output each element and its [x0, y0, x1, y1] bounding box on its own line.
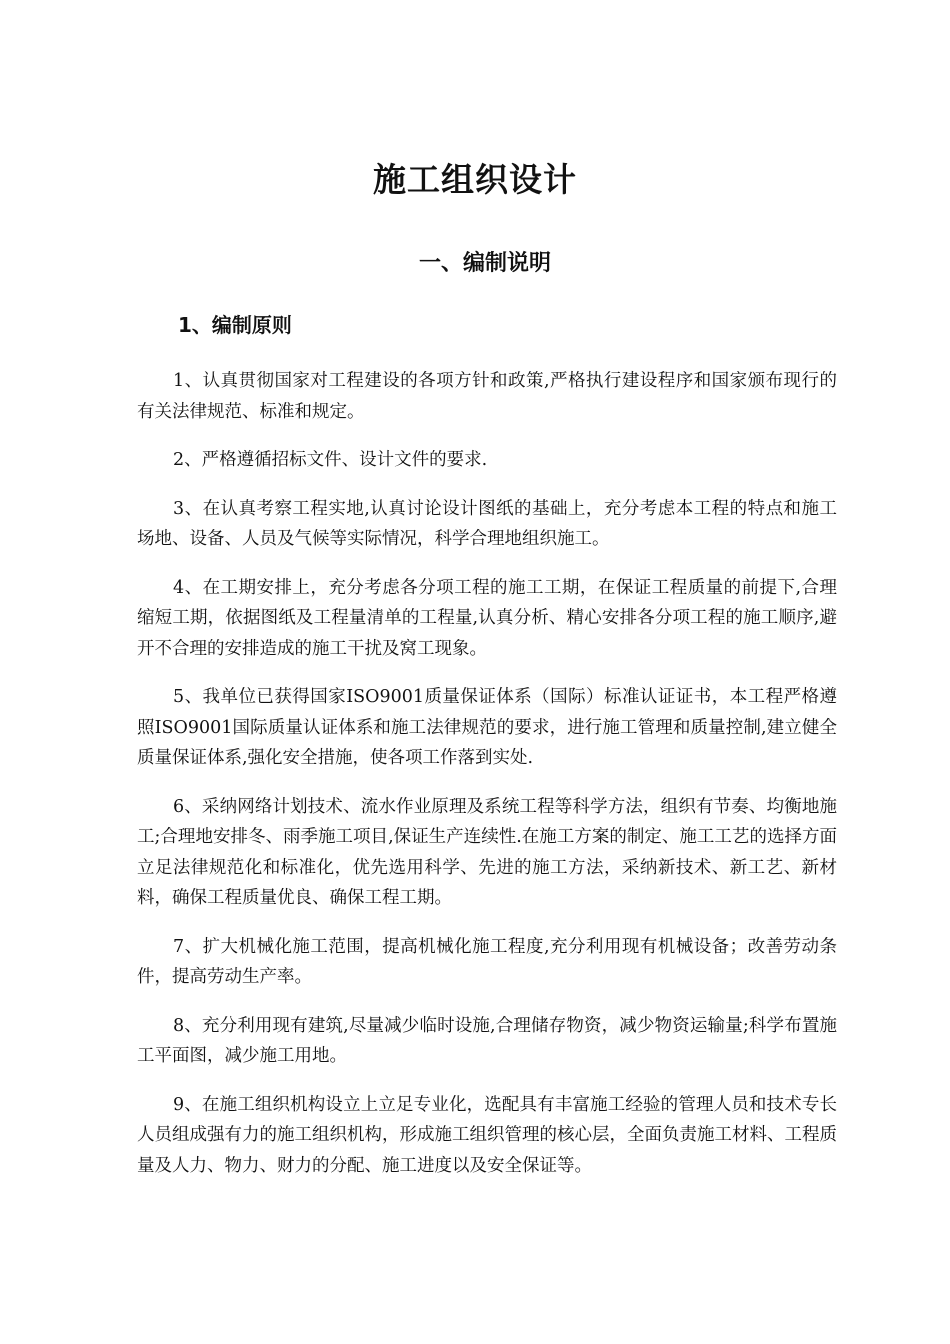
- paragraph-6: 6、采纳网络计划技术、流水作业原理及系统工程等科学方法，组织有节奏、均衡地施工;合理地安排冬、雨季施工项目,保证生产连续性.在施工方案的制定、施工工艺的选择方面立足法律规范化和标准化，优先选用科学、先进的施工方法，采纳新技术、新工艺、新材料，确保工程质量优良、确保工程工期。: [137, 796, 837, 908]
- subsection-heading: 1、编制原则: [178, 313, 292, 337]
- paragraph-9: 9、在施工组织机构设立上立足专业化，选配具有丰富施工经验的管理人员和技术专长人员组成强有力的施工组织机构，形成施工组织管理的核心层，全面负责施工材料、工程质量及人力、物力、财力的分配、施工进度以及安全保证等。: [137, 1094, 837, 1176]
- section-heading: 一、编制说明: [418, 251, 551, 276]
- paragraph-7: 7、扩大机械化施工范围，提高机械化施工程度,充分利用现有机械设备；改善劳动条件，提高劳动生产率。: [137, 936, 837, 987]
- paragraph-1: 1、认真贯彻国家对工程建设的各项方针和政策,严格执行建设程序和国家颁布现行的有关法律规范、标准和规定。: [137, 371, 837, 422]
- paragraph-4: 4、在工期安排上，充分考虑各分项工程的施工工期，在保证工程质量的前提下,合理缩短工期，依据图纸及工程量清单的工程量,认真分析、精心安排各分项工程的施工顺序,避开不合理的安排造成的施工干扰及窝工现象。: [137, 577, 837, 659]
- body-text: [137, 366, 837, 1199]
- paragraph-8: 8、充分利用现有建筑,尽量减少临时设施,合理储存物资，减少物资运输量;科学布置施工平面图，减少施工用地。: [137, 1015, 837, 1066]
- document-title: 施工组织设计: [373, 160, 577, 199]
- paragraph-2: 2、严格遵循招标文件、设计文件的要求.: [173, 450, 488, 470]
- paragraph-5: 5、我单位已获得国家ISO9001质量保证体系（国际）标准认证证书，本工程严格遵照ISO9001国际质量认证体系和施工法律规范的要求，进行施工管理和质量控制,建立健全质量保证体系,强化安全措施，使各项工作落到实处.: [137, 687, 837, 768]
- paragraph-3: 3、在认真考察工程实地,认真讨论设计图纸的基础上，充分考虑本工程的特点和施工场地、设备、人员及气候等实际情况，科学合理地组织施工。: [137, 498, 837, 549]
